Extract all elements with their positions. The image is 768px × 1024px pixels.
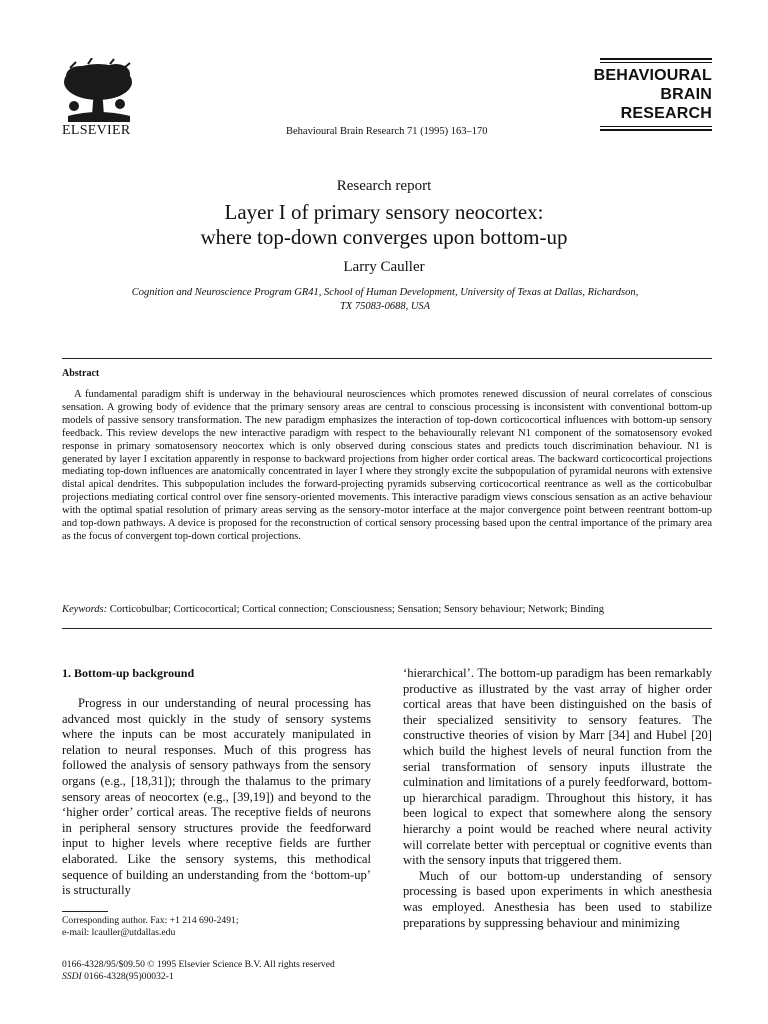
copyright-notice [62, 959, 392, 983]
journal-title-rule-bottom-thin [600, 126, 712, 127]
body-paragraph: ‘hierarchical’. The bottom-up paradigm has been remarkably productive as illustrated by the vast array of higher order cortical areas that have been distinguished on the basis of their specialized sensitivity to sensory features. The constructive theories of vision by Marr [34] and Hubel [20] which build the highest levels of neural function from the serial transformation of sensory inputs illustrate the culmination and limitations of a purely feedforward, bottom-up hierarchical paradigm. Throughout this history, it has been logical to expect that somewhere along the sensory hierarchy a point would be reached where neural activity will correlate better with perceptual or cognitive events than with the sensory inputs that triggered them. [403, 666, 712, 868]
ssdi-label: SSDI [62, 971, 82, 982]
copyright-line: 0166-4328/95/$09.50 © 1995 Elsevier Science B.V. All rights reserved [62, 959, 335, 970]
author-name: Larry Cauller [343, 259, 425, 275]
footnote-rule [62, 911, 108, 912]
article-type: Research report [336, 178, 432, 194]
journal-title-rule-bottom [600, 129, 712, 131]
abstract-top-rule [62, 358, 712, 359]
footnote-line: Corresponding author. Fax: +1 214 690-2491; [62, 915, 239, 926]
journal-title-rule-top-thin [600, 62, 712, 63]
article-title-line: where top-down converges upon bottom-up [200, 225, 568, 249]
article-title-line: Layer I of primary sensory neocortex: [224, 200, 544, 224]
journal-citation: Behavioural Brain Research 71 (1995) 163–170 [286, 126, 488, 137]
keywords [62, 604, 712, 615]
author-affiliation [90, 286, 680, 314]
footnote-line: e-mail: lcauller@utdallas.edu [62, 927, 176, 938]
elsevier-tree-logo [58, 58, 138, 130]
publisher-name: ELSEVIER [62, 123, 131, 138]
body-column-left [62, 696, 371, 899]
keywords-label: Keywords: [62, 604, 108, 615]
corresponding-author-footnote [62, 915, 371, 939]
body-paragraph: Much of our bottom-up understanding of sensory processing is based upon experiments in which anesthesia was employed. Anesthesia has been used to stabilize preparations by suppressing behaviour and minimizing [403, 868, 712, 930]
affiliation-line: TX 75083-0688, USA [339, 301, 431, 312]
journal-title-line: RESEARCH [620, 105, 712, 122]
journal-title-rule-top [600, 58, 712, 60]
body-column-right [403, 666, 712, 931]
ssdi-line [62, 971, 392, 983]
journal-title-line: BRAIN [660, 86, 712, 103]
affiliation-line: Cognition and Neuroscience Program GR41, School of Human Development, University of Texas at Dallas, Richardson, [131, 287, 639, 298]
article-title [0, 200, 768, 250]
keywords-list: Corticobulbar; Corticocortical; Cortical connection; Consciousness; Sensation; Sensory behaviour; Network; Binding [109, 604, 605, 615]
abstract-text: A fundamental paradigm shift is underway in the behavioural neurosciences which promotes renewed discussion of neural correlates of conscious sensation. A growing body of evidence that the primary sensory areas are central to conscious processing is inconsistent with conventional bottom-up models of passive sensory transformation. The new paradigm emphasizes the interaction of top-down corticocortical influences with bottom-up sensory feedback. This review develops the new interactive paradigm with respect to the behaviourally relevant N1 component of the somatosensory evoked response in primary somatosensory neocortex which is only observed during conscious states and predicts touch discrimination behaviour. N1 is generated by layer I excitation apparently in response to backward projections from higher order cortical areas. The backward corticocortical projections mediating top-down influences are anatomically concentrated in layer I where they strongly excite the subpopulation of pyramidal neurons with extensive distal apical dendrites. This subpopulation includes the forward-projecting pyramids subserving corticocortical reentrance as well as the corticobulbar projections mediating cortical control over fine sensory-oriented movements. This interactive paradigm views conscious sensation as an active behaviour with the optimal spatial resolution of primary areas serving as the sensory-motor interface at the major convergence point between reentrant bottom-up and top-down pathways. A device is proposed for the reconstruction of cortical sensory processing based upon the central importance of the primary area as the focus of convergent top-down cortical projections. [62, 389, 712, 542]
journal-title-line: BEHAVIOURAL [593, 67, 712, 84]
ssdi-value: 0166-4328(95)00032-1 [84, 971, 174, 982]
section-heading: 1. Bottom-up background [62, 666, 195, 680]
body-paragraph: Progress in our understanding of neural processing has advanced most quickly in the study of sensory systems where the inputs can be most accurately manipulated in relation to neural responses. Much of this progress has followed the analysis of sensory pathways from the sensory organs (e.g., [18,31]); through the thalamus to the primary sensory areas of neocortex (e.g., [39,19]) and beyond to the ‘higher order’ cortical areas. The receptive fields of neurons in peripheral sensory structures provide the feedforward input to higher levels where receptive fields are further elaborated. Like the sensory systems, this methodical sequence of building an understanding from the ‘bottom-up’ is structurally [62, 696, 371, 898]
abstract-heading: Abstract [62, 368, 100, 379]
journal-title [594, 66, 712, 123]
abstract-bottom-rule [62, 628, 712, 629]
